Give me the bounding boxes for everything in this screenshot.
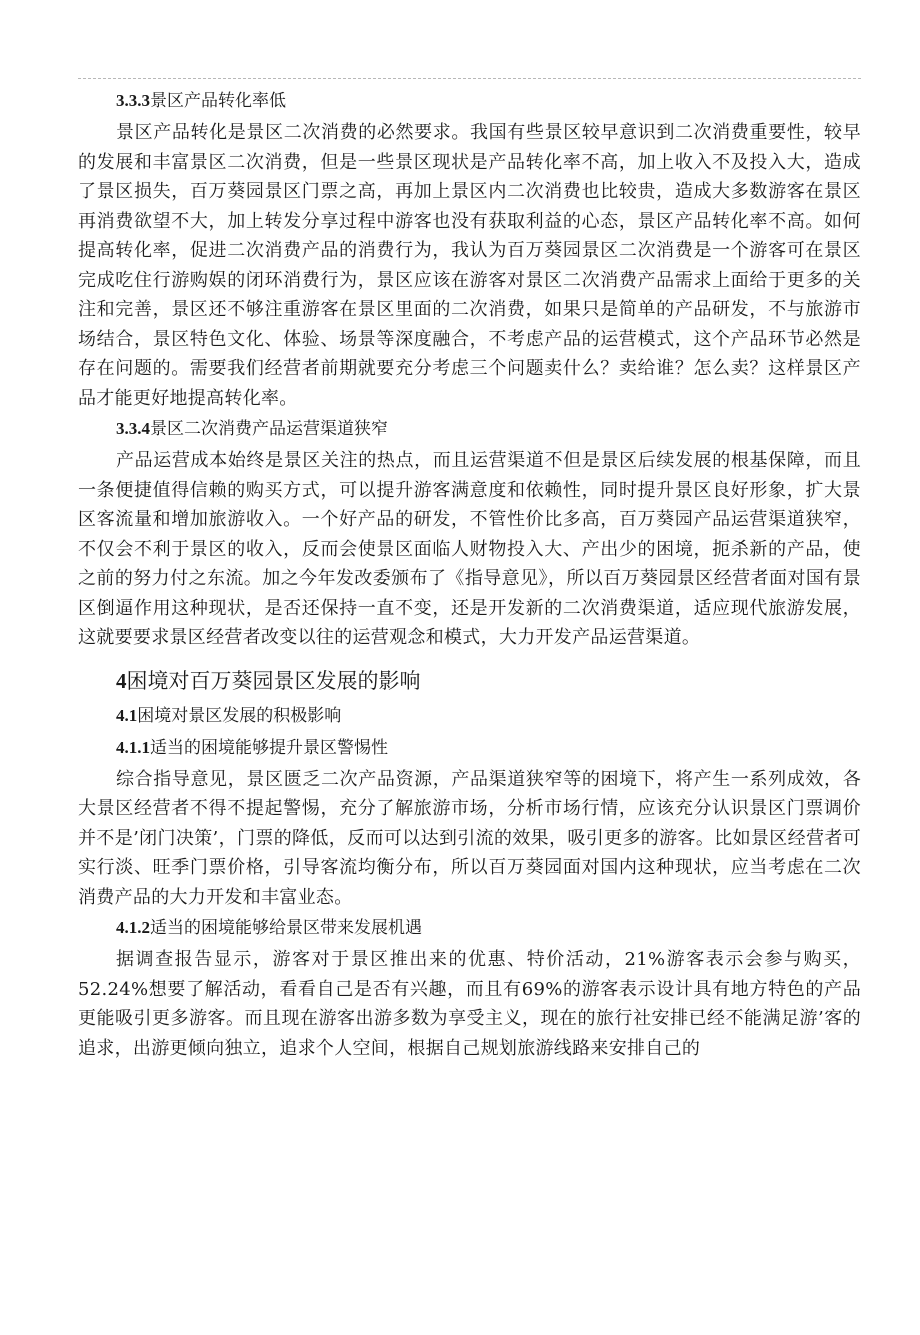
- heading-4-1: 4.1困境对景区发展的积极影响: [116, 705, 342, 726]
- paragraph-4-1-1: 综合指导意见，景区匮乏二次产品资源，产品渠道狭窄等的困境下，将产生一系列成效，各大景区经营者不得不提起警惕，充分了解旅游市场，分析市场行情，应该充分认识景区门票调价并不是’闭门决策’，门票的降低，反而可以达到引流的效果，吸引更多的游客。比如景区经营者可实行淡、旺季门票价格，引导客流均衡分布，所以百万葵园面对国内这种现状，应当考虑在二次消费产品的大力开发和丰富业态。: [78, 768, 861, 908]
- heading-4: 4困境对百万葵园景区发展的影响: [116, 668, 421, 693]
- heading-3-3-4: 3.3.4景区二次消费产品运营渠道狭窄: [116, 419, 388, 439]
- heading-3-3-3: 3.3.3景区产品转化率低: [116, 91, 286, 111]
- paragraph-3-3-3: 景区产品转化是景区二次消费的必然要求。我国有些景区较早意识到二次消费重要性，较早的发展和丰富景区二次消费，但是一些景区现状是产品转化率不高，加上收入不及投入大，造成了景区损失，百万葵园景区门票之高，再加上景区内二次消费也比较贵，造成大多数游客在景区再消费欲望不大，加上转发分享过程中游客也没有获取利益的心态，景区产品转化率不高。如何提高转化率，促进二次消费产品的消费行为，我认为百万葵园景区二次消费是一个游客可在景区完成吃住行游购娱的闭环消费行为，景区应该在游客对景区二次消费产品需求上面给于更多的关注和完善，景区还不够注重游客在景区里面的二次消费，如果只是简单的产品研发，不与旅游市场结合，景区特色文化、体验、场景等深度融合，不考虑产品的运营模式，这个产品环节必然是存在问题的。需要我们经营者前期就要充分考虑三个问题卖什么？卖给谁？怎么卖？这样景区产品才能更好地提高转化率。: [78, 122, 861, 409]
- document-body: [78, 86, 861, 1064]
- heading-4-1-2: 4.1.2适当的困境能够给景区带来发展机遇: [116, 918, 422, 938]
- heading-4-1-1: 4.1.1适当的困境能够提升景区警惕性: [116, 737, 388, 758]
- header-rule: [78, 78, 861, 79]
- paragraph-3-3-4: 产品运营成本始终是景区关注的热点，而且运营渠道不但是景区后续发展的根基保障，而且一条便捷值得信赖的购买方式，可以提升游客满意度和依赖性，同时提升景区良好形象，扩大景区客流量和增加旅游收入。一个好产品的研发，不管性价比多高，百万葵园产品运营渠道狭窄，不仅会不利于景区的收入，反而会使景区面临人财物投入大、产出少的困境，扼杀新的产品，使之前的努力付之东流。加之今年发改委颁布了《指导意见》，所以百万葵园景区经营者面对国有景区倒逼作用这种现状，是否还保持一直不变，还是开发新的二次消费渠道，适应现代旅游发展，这就要要求景区经营者改变以往的运营观念和模式，大力开发产品运营渠道。: [78, 450, 861, 648]
- paragraph-4-1-2: 据调查报告显示，游客对于景区推出来的优惠、特价活动，21%游客表示会参与购买，52.24%想要了解活动，看看自己是否有兴趣，而且有69%的游客表示设计具有地方特色的产品更能吸引更多游客。而且现在游客出游多数为享受主义，现在的旅行社安排已经不能满足游’客的追求，出游更倾向独立，追求个人空间，根据自己规划旅游线路来安排自己的: [78, 949, 861, 1059]
